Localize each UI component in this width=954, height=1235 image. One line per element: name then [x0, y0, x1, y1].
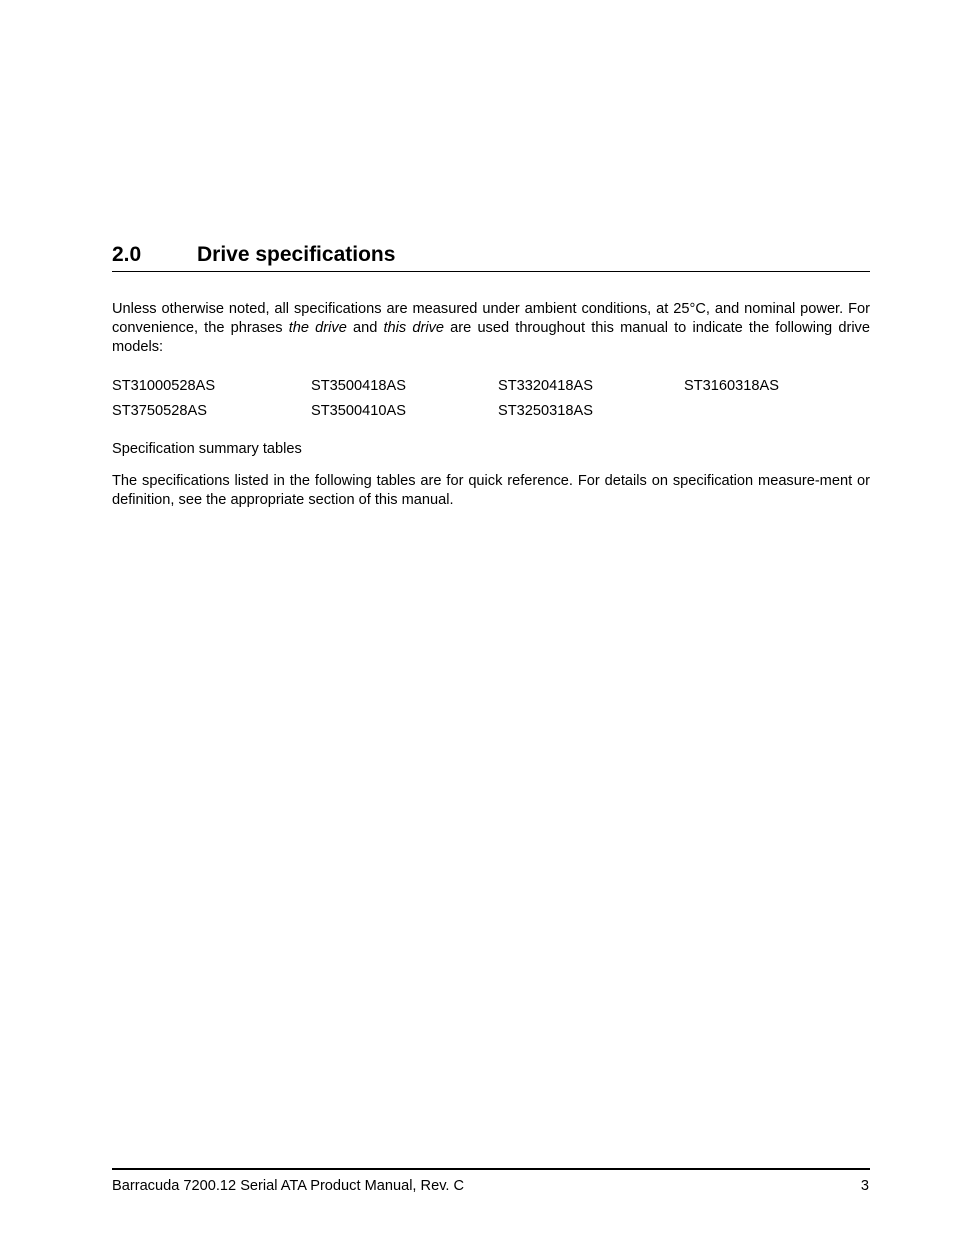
- intro-emphasis-this-drive: this drive: [383, 320, 445, 336]
- model-row: [112, 377, 870, 402]
- summary-paragraph: The specifications listed in the following tables are for quick reference. For details on specification measure-ment or definition, see the appropriate section of this manual.: [112, 473, 870, 508]
- summary-heading: Specification summary tables: [112, 441, 302, 457]
- page-number: 3: [860, 1178, 869, 1194]
- page-footer: [112, 1168, 870, 1194]
- section-heading: [112, 241, 870, 272]
- section-title: Drive specifications: [197, 243, 396, 266]
- intro-text-1: Unless otherwise noted, all specifications are measured under ambient conditions, at 25°C, and nominal power. For convenience, the phrases: [112, 301, 870, 336]
- intro-text-3: are used throughout this manual to indicate the following drive models:: [112, 320, 870, 355]
- model-item: ST3500410AS: [311, 403, 406, 419]
- footer-title: Barracuda 7200.12 Serial ATA Product Manual, Rev. C: [112, 1178, 465, 1194]
- drive-model-list: [112, 377, 870, 427]
- section-number: 2.0: [112, 243, 142, 266]
- model-item: ST3160318AS: [684, 378, 779, 394]
- model-item: ST3750528AS: [112, 403, 207, 419]
- model-item: ST31000528AS: [112, 378, 216, 394]
- model-item: ST3500418AS: [311, 378, 406, 394]
- intro-text-2: and: [346, 320, 384, 336]
- model-item: ST3320418AS: [498, 378, 593, 394]
- model-item: ST3250318AS: [498, 403, 593, 419]
- model-row: [112, 402, 870, 427]
- intro-paragraph: [112, 300, 870, 357]
- intro-emphasis-the-drive: the drive: [288, 320, 347, 336]
